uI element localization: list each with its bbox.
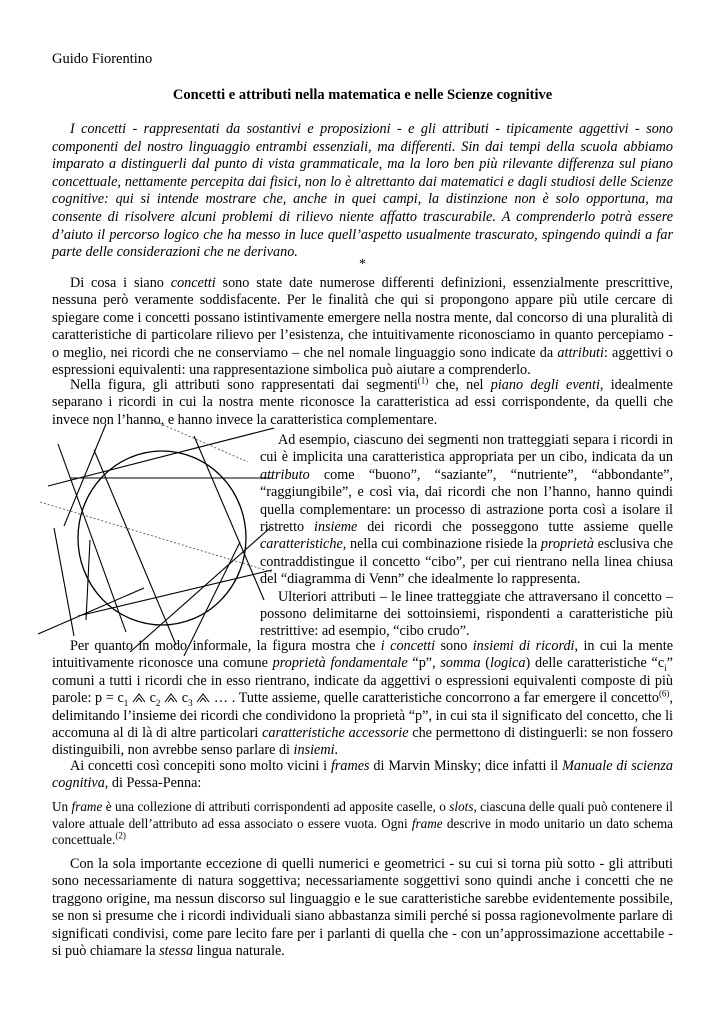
term-frame: frame xyxy=(71,799,103,814)
text: ( xyxy=(480,655,491,672)
text: esclusiva che contraddistingue il concetto “cibo”, per cui rientrano nella linea chiusa del “diagramma di Venn” che idealmente lo rappresenta. xyxy=(260,536,673,588)
text: Per quanto in modo informale, la figura mostra che xyxy=(70,638,381,654)
subscript: 3 xyxy=(188,698,193,709)
term-logica: logica xyxy=(490,655,526,672)
term-piano-eventi: piano degli eventi xyxy=(490,377,600,393)
footnote-ref-6[interactable]: (6) xyxy=(658,688,670,699)
text: c xyxy=(178,690,189,707)
text: “p”, xyxy=(407,655,441,672)
text: c xyxy=(145,690,156,707)
text: Un xyxy=(52,799,72,814)
text: lingua naturale. xyxy=(193,943,285,960)
attribute-segment xyxy=(78,570,272,616)
term-concetti: concetti xyxy=(170,275,216,291)
term-attributo: attributo xyxy=(260,466,310,483)
text: , idealmente separano i ricordi in cui la nostra mente riconosce la caratteristica ad essi corrispondente, da quelli che invece non l’hanno, e hanno invece la caratteristica complementare. xyxy=(52,377,673,428)
text: . xyxy=(334,742,339,759)
paper-title: Concetti e attributi nella matematica e nelle Scienze cognitive xyxy=(172,87,553,103)
attribute-segment xyxy=(94,450,176,645)
term-attributi: attributi xyxy=(557,344,604,361)
text: … . Tutte assieme, quelle caratteristiche concorrono a far emergere il concetto xyxy=(210,690,659,707)
term-caratteristiche: caratteristiche xyxy=(260,536,343,553)
text: che, nel xyxy=(428,377,491,393)
term-i-concetti: i concetti xyxy=(380,638,436,654)
footnote-ref-2[interactable]: (2) xyxy=(115,830,126,841)
subscript: i xyxy=(664,663,667,674)
term-stessa: stessa xyxy=(159,943,194,960)
term-caratteristiche-accessorie: caratteristiche accessorie xyxy=(262,725,409,742)
logical-and-icon xyxy=(164,693,178,703)
text: Nella figura, gli attributi sono rappresentati dai segmenti xyxy=(70,377,418,393)
text: Con la sola importante eccezione di quelli numerici e geometrici - su cui si torna più sotto - gli attributi sono necessariamente di natura soggettiva; necessariamente soggettivi sono quindi anche i concetti che ne traggono origine, ma nessun discorso sul linguaggio e le sue caratteristiche sarebbe evidentemente possibile, se non si presume che i ricordi individuali siano abbastanza simili perché si possa ragionevolmente parlare di significati condivisi, come pare lecito fare per i parlanti di quella che - con un’approssimazione accettabile - si può chiamare la xyxy=(52,856,673,960)
text: Ulteriori attributi – le linee tratteggiate che attraversano il concetto – possono delimitarne dei sottoinsiemi, rispondenti a caratteristiche più restrittive: ad esempio, “cibo crudo”. xyxy=(260,588,673,640)
text: sono state date numerose differenti definizioni, essenzialmente prescrittive, nessuna però veramente soddisfacente. Per le finalità che qui si propongono appare più utile cercare di spiegare come i concetti possano istintivamente emergere nella nostra mente, dal concorso di una pluralità di caratteristiche di particolare rilievo per l’esistenza, che intuitivamente riconosciamo in quanto percepiamo - o meglio, nei ricordi che ne conserviamo – che nel nomale linguaggio sono indicate da xyxy=(52,275,673,361)
paragraph-4 xyxy=(52,758,673,793)
text: descrive in modo unitario un dato schema concettuale. xyxy=(52,815,673,847)
paragraph-5 xyxy=(52,856,673,960)
attribute-segment xyxy=(130,528,270,652)
text: , ciascuna delle quali può contenere il valore attuale dell’attributo ad essa associato o essere vuota. Ogni xyxy=(52,799,673,831)
term-insiemi-ricordi: insiemi di ricordi xyxy=(472,638,575,654)
abstract-text: I concetti - rappresentati da sostantivi e proposizioni - e gli attributi - tipicamente aggettivi - sono componenti del nostro linguaggio entrambi essenziali, ma differenti. Sin dai tempi della scuola abbiamo imparato a distinguerli dal punto di vista grammaticale, ma la loro ben più rilevante differenza sul piano concettuale, nettamente percepita dai fisici, non lo è altrettanto dai matematici e dagli studiosi delle Scienze cognitive: qui si intende mostrare che, anche in quei campi, la distinzione non è solo opportuna, ma consente di risolvere alcuni problemi di rilievo niente affatto trascurabile. A comprenderlo potrà essere d’aiuto il percorso logico che ha messo in luce quell’aspetto usualmente trascurato, spingendo quindi a far parte delle considerazioni che ne derivano. xyxy=(52,121,673,261)
text: , di Pessa-Penna: xyxy=(104,775,202,792)
footnote-ref-1[interactable]: (1) xyxy=(417,375,429,386)
book-title: Manuale di scienza cognitiva xyxy=(52,758,674,792)
text: ” comuni a tutti i ricordi che in esso rientrano, indicate da aggettivi o espressioni equivalenti composte di più parole: p = c xyxy=(52,655,673,707)
text: : aggettivi o espressioni equivalenti: una rappresentazione simbolica può aiutare a comprenderlo. xyxy=(52,344,673,379)
term-insiemi: insiemi xyxy=(293,742,335,759)
attribute-segment xyxy=(86,540,90,620)
attribute-segment xyxy=(54,528,74,636)
section-separator: * xyxy=(359,257,366,272)
attribute-segment xyxy=(64,424,106,526)
text: , nella cui combinazione risiede la xyxy=(342,536,541,553)
text: sono xyxy=(435,638,473,654)
term-proprieta-fondamentale: proprietà fondamentale xyxy=(272,655,408,672)
attribute-segment xyxy=(38,588,144,634)
term-proprieta: proprietà xyxy=(540,536,594,553)
text: Ad esempio, ciascuno dei segmenti non tratteggiati separa i ricordi in cui è implicita una caratteristica appropriata per un cibo, indicata da un xyxy=(260,432,673,466)
text: Di cosa i siano xyxy=(70,275,171,291)
author-name: Guido Fiorentino xyxy=(52,51,153,67)
paragraph-3 xyxy=(52,638,673,760)
term-frames: frames xyxy=(330,758,370,774)
subscript: 1 xyxy=(123,698,129,709)
logical-and-icon xyxy=(132,693,146,703)
block-quote xyxy=(52,799,673,849)
logical-and-icon xyxy=(196,693,210,703)
term-insieme: insieme xyxy=(314,519,358,536)
text: Ai concetti così concepiti sono molto vicini i xyxy=(70,758,331,774)
text: che permettono di distinguerli: se non fossero distinguibili, non avrebbe senso parlare di xyxy=(52,725,673,759)
paragraph-1 xyxy=(52,275,673,379)
text: , in cui la mente intuitivamente riconosce una comune xyxy=(52,638,673,672)
text: ) delle caratteristiche “c xyxy=(525,655,665,672)
concept-circle xyxy=(78,451,246,625)
text: dei ricordi che posseggono tutte assieme quelle xyxy=(357,519,673,536)
attribute-segment xyxy=(194,436,264,600)
text: è una collezione di attributi corrispondenti ad apposite caselle, o xyxy=(102,799,450,814)
term-frame: frame xyxy=(411,815,443,831)
figure-caption-text xyxy=(260,432,673,641)
text: , delimitando l’insieme dei ricordi che condividono la proprietà “p”, in cui sta il significato del concetto, che li accomuna al di là di altre particolari xyxy=(52,690,673,742)
text: come “buono”, “saziante”, “nutriente”, “abbondante”, “raggiungibile”, e così via, dai ricordi che non l’hanno, hanno quindi quella complementare: un processo di astrazione porta così a isolare il ristretto xyxy=(260,466,673,536)
term-slots: slots xyxy=(449,799,474,814)
abstract xyxy=(52,121,673,262)
venn-figure xyxy=(34,420,274,656)
term-somma: somma xyxy=(440,655,481,672)
subscript: 2 xyxy=(155,698,161,709)
text: di Marvin Minsky; dice infatti il xyxy=(369,758,563,774)
attribute-segment xyxy=(48,428,274,486)
